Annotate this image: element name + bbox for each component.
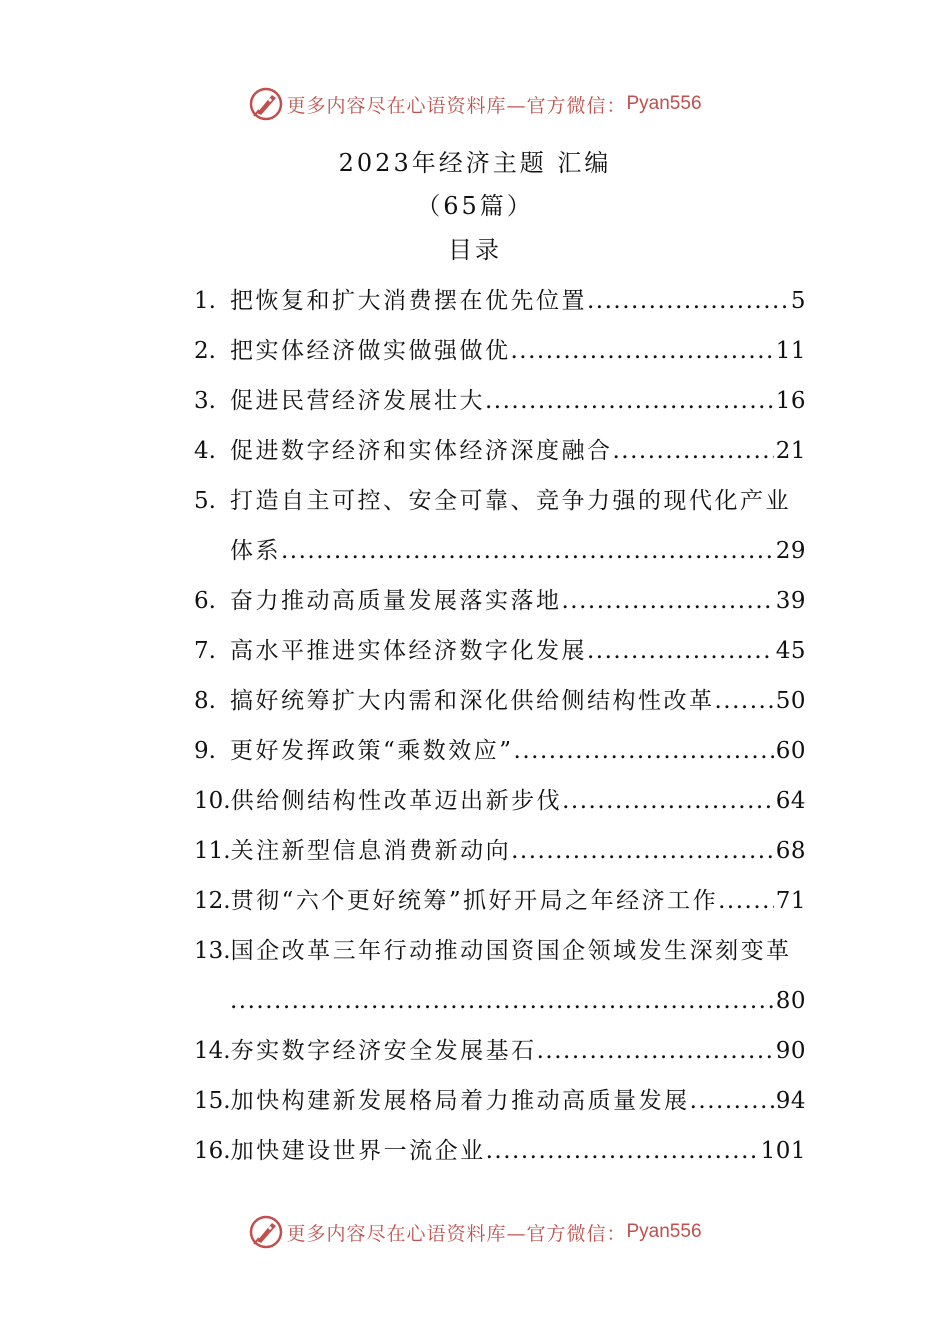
banner-wechat-id: Pyan556 — [626, 1221, 702, 1242]
toc-page-number: 16 — [775, 388, 806, 414]
toc-entry-title: 奋力推动高质量发展落实落地 — [230, 588, 562, 614]
toc-entry-title: 搞好统筹扩大内需和深化供给侧结构性改革 — [230, 688, 715, 714]
toc-entry-number: 16. — [194, 1138, 231, 1164]
toc-page-number: 60 — [775, 738, 806, 764]
toc-entry-title: 国企改革三年行动推动国资国企领域发生深刻变革 — [230, 938, 792, 964]
toc-entry-number: 5. — [194, 488, 216, 514]
toc-leader-dots — [718, 876, 774, 926]
toc-page-number: 50 — [775, 688, 806, 714]
toc-page-number: 11 — [775, 338, 806, 364]
document-subtitle: （65篇） — [416, 192, 534, 220]
toc-leader-dots — [511, 826, 774, 876]
toc-entry-number: 8. — [194, 688, 216, 714]
toc-leader-dots — [587, 276, 789, 326]
toc-page-number: 90 — [775, 1038, 806, 1064]
toc-entry-title: 打造自主可控、安全可靠、竞争力强的现代化产业 — [230, 488, 791, 514]
toc-entry[interactable] — [194, 326, 806, 376]
toc-leader-dots — [486, 1126, 759, 1176]
toc-entry-number: 9. — [194, 738, 216, 764]
toc-leader-dots — [715, 676, 774, 726]
toc-entry[interactable] — [194, 1076, 806, 1126]
toc-entry-number: 13. — [194, 938, 231, 964]
pen-nib-logo-icon — [248, 86, 284, 122]
watermark-banner-top — [0, 84, 950, 124]
toc-entry-number: 7. — [194, 638, 216, 664]
toc-entry[interactable] — [194, 376, 806, 426]
toc-leader-dots — [690, 1076, 774, 1126]
toc-entry[interactable] — [194, 626, 806, 676]
toc-entry-title: 促进民营经济发展壮大 — [230, 388, 485, 414]
toc-entry-title: 体系 — [230, 538, 281, 564]
toc-entry-title: 高水平推进实体经济数字化发展 — [230, 638, 587, 664]
toc-leader-dots — [587, 626, 774, 676]
toc-page-number: 80 — [775, 988, 806, 1014]
toc-entry-number: 4. — [194, 438, 216, 464]
toc-page-number: 64 — [775, 788, 806, 814]
toc-entry[interactable] — [194, 476, 806, 576]
toc-entry[interactable] — [194, 576, 806, 626]
toc-leader-dots — [537, 1026, 774, 1076]
toc-leader-dots — [485, 376, 774, 426]
toc-entry-title: 关注新型信息消费新动向 — [230, 838, 512, 864]
table-of-contents — [194, 276, 806, 1176]
pen-nib-logo-icon — [248, 1214, 284, 1250]
banner-wechat-id: Pyan556 — [626, 93, 702, 114]
toc-leader-dots — [230, 976, 774, 1026]
toc-entry-number: 3. — [194, 388, 216, 414]
toc-entry-title: 供给侧结构性改革迈出新步伐 — [230, 788, 563, 814]
toc-page-number: 29 — [775, 538, 806, 564]
toc-page-number: 101 — [760, 1138, 806, 1164]
toc-entry[interactable] — [194, 426, 806, 476]
toc-page-number: 39 — [775, 588, 806, 614]
toc-entry[interactable] — [194, 876, 806, 926]
toc-entry-title: 把实体经济做实做强做优 — [230, 338, 511, 364]
toc-leader-dots — [281, 526, 774, 576]
toc-heading: 目录 — [448, 236, 502, 264]
toc-page-number: 94 — [775, 1088, 806, 1114]
toc-page-number: 45 — [775, 638, 806, 664]
toc-page-number: 71 — [775, 888, 806, 914]
toc-entry[interactable] — [194, 826, 806, 876]
toc-entry-title: 更好发挥政策“乘数效应” — [230, 738, 514, 764]
toc-entry-number: 12. — [194, 888, 231, 914]
banner-text: 更多内容尽在心语资料库—官方微信： — [286, 1222, 627, 1245]
toc-entry-number: 10. — [194, 788, 231, 814]
toc-entry-number: 6. — [194, 588, 216, 614]
toc-entry[interactable] — [194, 726, 806, 776]
toc-page-number: 21 — [775, 438, 806, 464]
watermark-banner-bottom — [0, 1212, 950, 1252]
toc-entry[interactable] — [194, 926, 806, 1026]
document-title: 2023年经济主题 汇编 — [338, 149, 612, 177]
toc-entry-number: 15. — [194, 1088, 231, 1114]
toc-entry-title: 加快建设世界一流企业 — [230, 1138, 486, 1164]
toc-page-number: 68 — [775, 838, 806, 864]
toc-entry[interactable] — [194, 776, 806, 826]
toc-entry[interactable] — [194, 1126, 806, 1176]
toc-entry-title: 加快构建新发展格局着力推动高质量发展 — [230, 1088, 690, 1114]
toc-leader-dots — [613, 426, 774, 476]
toc-leader-dots — [562, 576, 774, 626]
toc-leader-dots — [562, 776, 774, 826]
banner-text: 更多内容尽在心语资料库—官方微信： — [286, 94, 627, 117]
toc-entry-title: 贯彻“六个更好统筹”抓好开局之年经济工作 — [230, 888, 719, 914]
toc-leader-dots — [511, 326, 774, 376]
toc-page-number: 5 — [790, 288, 806, 314]
toc-entry-title: 夯实数字经济安全发展基石 — [230, 1038, 537, 1064]
toc-entry[interactable] — [194, 1026, 806, 1076]
toc-entry-title: 把恢复和扩大消费摆在优先位置 — [230, 288, 587, 314]
toc-entry-number: 2. — [194, 338, 216, 364]
toc-entry[interactable] — [194, 276, 806, 326]
toc-leader-dots — [514, 726, 774, 776]
toc-entry-number: 14. — [194, 1038, 231, 1064]
toc-entry[interactable] — [194, 676, 806, 726]
toc-entry-number: 11. — [194, 838, 231, 864]
toc-entry-number: 1. — [194, 288, 216, 314]
toc-entry-title: 促进数字经济和实体经济深度融合 — [230, 438, 613, 464]
